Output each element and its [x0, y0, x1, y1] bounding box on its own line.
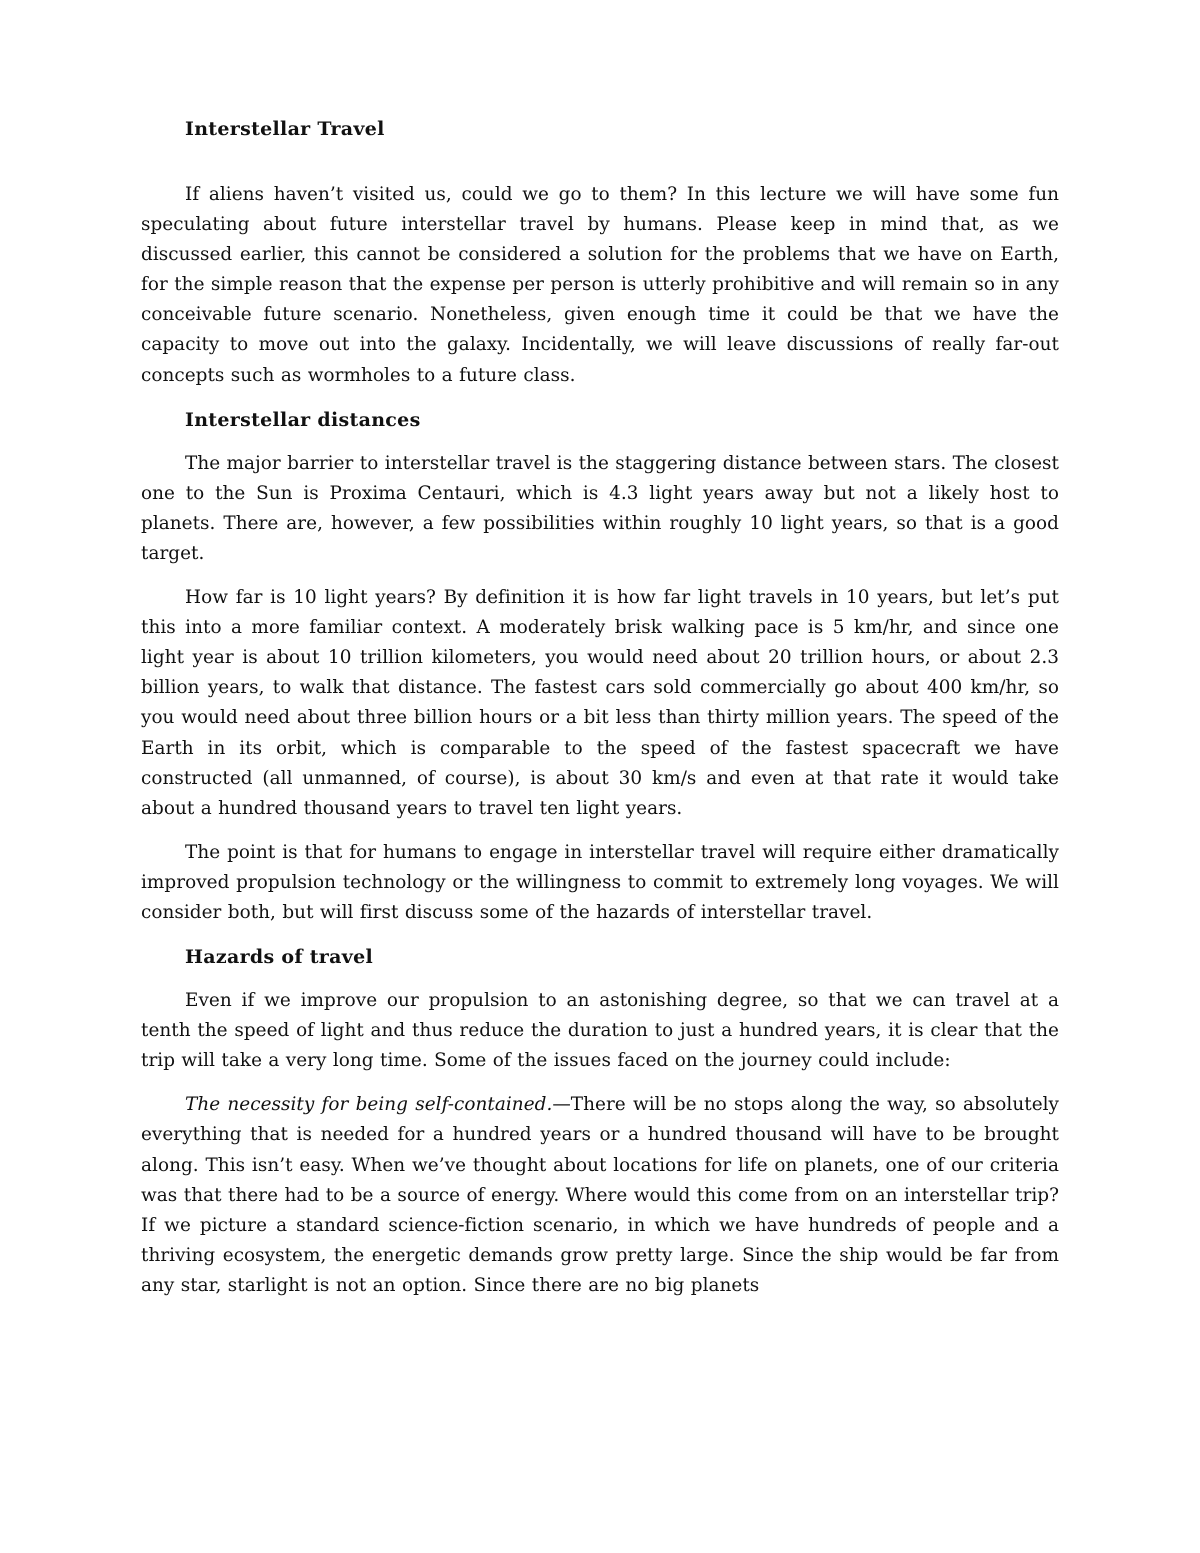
body-paragraph: The point is that for humans to engage in interstellar travel will require either dramatically improved propulsion technology or the willingness to commit to extremely long voyages. We will consider both, but will first discuss some of the hazards of interstellar travel.: [141, 841, 1059, 923]
hazard-item-paragraph: [141, 1090, 1059, 1301]
section-heading-hazards: Hazards of travel: [185, 946, 373, 969]
intro-paragraph: If aliens haven’t visited us, could we go to them? In this lecture we will have some fun speculating about future interstellar travel by humans. Please keep in mind that, as we discussed earlier, this cannot be considered a solution for the problems that we have on Earth, for the simple reason that the expense per person is utterly prohibitive and will remain so in any conceivable future scenario. Nonetheless, given enough time it could be that we have the capacity to move out into the galaxy. Incidentally, we will leave discussions of really far-out concepts such as wormholes to a future class.: [141, 184, 1059, 386]
hazard-item-text: —There will be no stops along the way, so absolutely everything that is needed for a hundred years or a hundred thousand will have to be brought along. This isn’t easy. When we’ve thought about locations for life on planets, one of our criteria was that there had to be a source of energy. Where would this come from on an interstellar trip? If we picture a standard science-fiction scenario, in which we have hundreds of people and a thriving ecosystem, the energetic demands grow pretty large. Since the ship would be far from any star, starlight is not an option. Since there are no big planets: [141, 1094, 1059, 1296]
body-paragraph: The major barrier to interstellar travel is the staggering distance between stars. The closest one to the Sun is Proxima Centauri, which is 4.3 light years away but not a likely host to planets. There are, however, a few possibilities within roughly 10 light years, so that is a good target.: [141, 452, 1059, 564]
hazard-item-lead-in: The necessity for being self-contained.: [185, 1094, 553, 1116]
page-title: Interstellar Travel: [185, 118, 385, 140]
document-page: [141, 110, 1059, 1315]
body-paragraph: Even if we improve our propulsion to an astonishing degree, so that we can travel at a tenth the speed of light and thus reduce the duration to just a hundred years, it is clear that the trip will take a very long time. Some of the issues faced on the journey could include:: [141, 990, 1059, 1072]
body-paragraph: How far is 10 light years? By definition it is how far light travels in 10 years, but let’s put this into a more familiar context. A moderately brisk walking pace is 5 km/hr, and since one light year is about 10 trillion kilometers, you would need about 20 trillion hours, or about 2.3 billion years, to walk that distance. The fastest cars sold commercially go about 400 km/hr, so you would need about three billion hours or a bit less than thirty million years. The speed of the Earth in its orbit, which is comparable to the speed of the fastest spacecraft we have constructed (all unmanned, of course), is about 30 km/s and even at that rate it would take about a hundred thousand years to travel ten light years.: [141, 587, 1059, 819]
section-heading-distances: Interstellar distances: [185, 408, 421, 431]
